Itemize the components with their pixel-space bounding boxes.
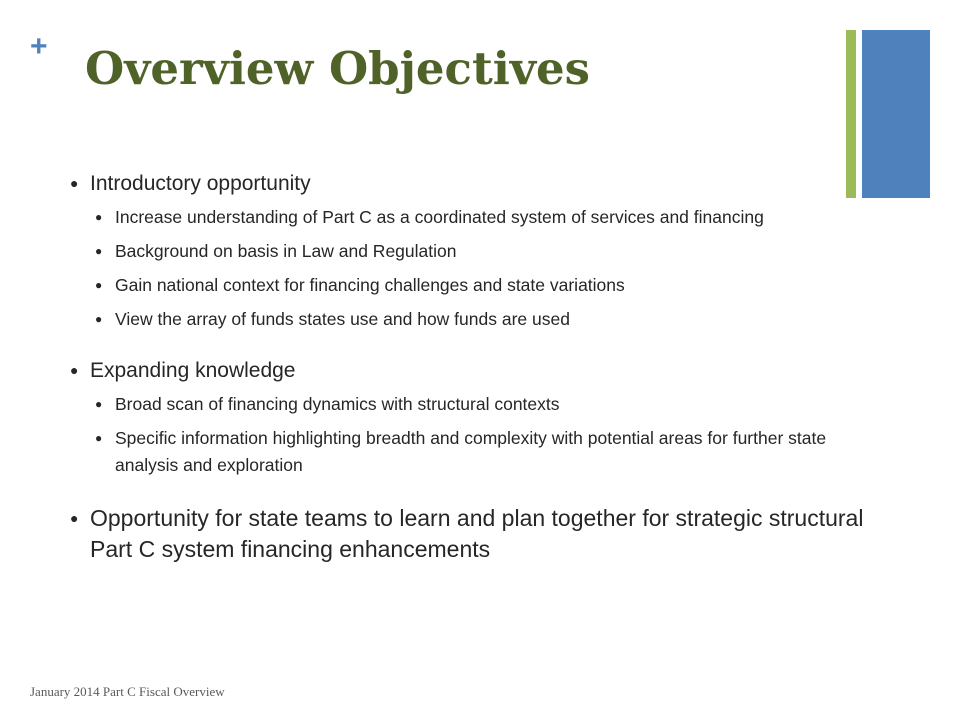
sub-bullet-item <box>95 391 870 418</box>
bullet-text: Introductory opportunity <box>90 172 311 195</box>
bullet-group-3 <box>70 503 870 565</box>
sub-bullet-item <box>95 204 870 231</box>
sub-bullet-item <box>95 272 870 299</box>
accent-bar-blue <box>862 30 930 198</box>
plus-icon: + <box>30 30 48 63</box>
bullet-item <box>70 170 870 197</box>
bullet-text: Opportunity for state teams to learn and plan together for strategic structural Part C system financing enhancements <box>90 505 864 562</box>
sub-bullet-text: Specific information highlighting breadth and complexity with potential areas for further state analysis and exploration <box>115 428 827 475</box>
sub-bullet-text: View the array of funds states use and how funds are used <box>115 309 570 329</box>
bullet-dot-icon: ● <box>95 397 103 411</box>
slide-title: Overview Objectives <box>85 42 590 95</box>
bullet-dot-icon: ● <box>95 431 103 445</box>
footer-text: January 2014 Part C Fiscal Overview <box>30 684 225 699</box>
sub-bullet-text: Broad scan of financing dynamics with structural contexts <box>115 394 560 414</box>
sub-bullet-item <box>95 425 870 479</box>
bullet-dot-icon: ● <box>70 175 79 191</box>
bullet-dot-icon: ● <box>95 210 103 224</box>
bullet-group-1 <box>70 170 870 333</box>
bullet-dot-icon: ● <box>95 244 103 258</box>
bullet-item <box>70 503 870 565</box>
bullet-dot-icon: ● <box>95 278 103 292</box>
bullet-item <box>70 357 870 384</box>
bullet-dot-icon: ● <box>70 510 79 526</box>
bullet-dot-icon: ● <box>95 312 103 326</box>
sub-bullet-item <box>95 306 870 333</box>
bullet-list <box>70 170 870 589</box>
sub-bullet-text: Gain national context for financing challenges and state variations <box>115 275 625 295</box>
bullet-text: Expanding knowledge <box>90 359 296 382</box>
sub-bullet-item <box>95 238 870 265</box>
bullet-group-2 <box>70 357 870 479</box>
bullet-dot-icon: ● <box>70 362 79 378</box>
sub-bullet-text: Increase understanding of Part C as a coordinated system of services and financing <box>115 207 764 227</box>
sub-bullet-text: Background on basis in Law and Regulation <box>115 241 457 261</box>
